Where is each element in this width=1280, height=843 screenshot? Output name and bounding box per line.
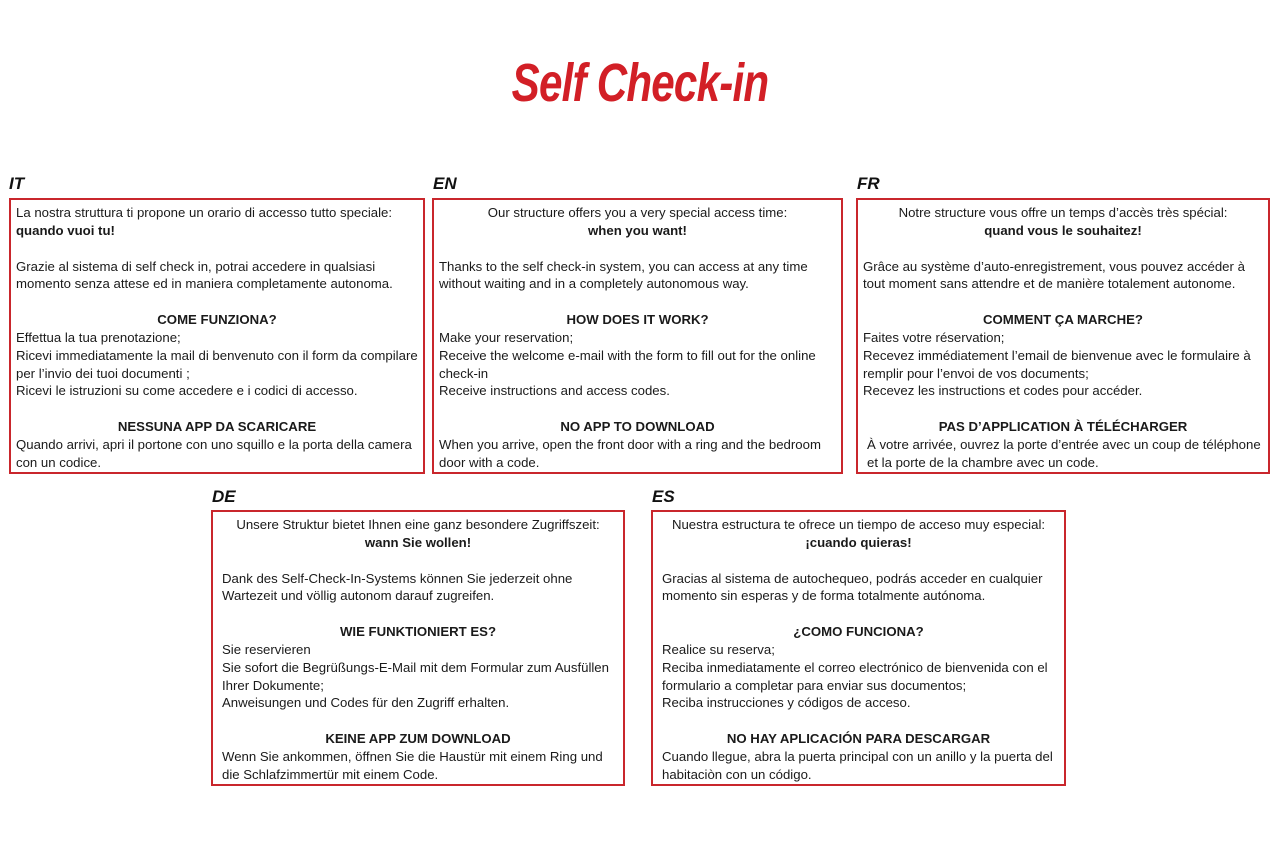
when-text: when you want! <box>588 222 687 238</box>
step-3: Recevez les instructions et codes pour accéder. <box>863 383 1143 399</box>
noapp-text: When you arrive, open the front door with a ring and the bedroom door with a code. <box>439 436 821 470</box>
step-1: Effettua la tua prenotazione; <box>16 329 181 345</box>
how-title: COMMENT ÇA MARCHE? <box>983 312 1143 328</box>
section-de <box>211 510 625 786</box>
noapp-text: Quando arrivi, apri il portone con uno squillo e la porta della camera con un codice. <box>16 436 412 470</box>
how-title: COME FUNZIONA? <box>157 312 277 328</box>
when-text: quand vous le souhaitez! <box>984 222 1142 238</box>
step-2: Receive the welcome e-mail with the form to fill out for the online check-in <box>439 347 816 381</box>
system-text: Dank des Self-Check-In-Systems können Sie jederzeit ohne Wartezeit und völlig autonom darauf zugreifen. <box>222 570 573 604</box>
how-title: ¿COMO FUNCIONA? <box>793 624 924 640</box>
when-text: wann Sie wollen! <box>364 534 472 550</box>
step-3: Anweisungen und Codes für den Zugriff erhalten. <box>222 695 510 711</box>
step-1: Sie reservieren <box>222 641 311 657</box>
step-2: Sie sofort die Begrüßungs-E-Mail mit dem Formular zum Ausfüllen Ihrer Dokumente; <box>222 659 609 693</box>
section-es <box>651 510 1066 786</box>
step-3: Reciba instrucciones y códigos de acceso. <box>662 695 911 711</box>
lang-label-es: ES <box>652 487 675 506</box>
when-text: quando vuoi tu! <box>16 222 115 238</box>
how-title: WIE FUNKTIONIERT ES? <box>339 624 497 640</box>
step-1: Realice su reserva; <box>662 641 775 657</box>
intro-text: Nuestra estructura te ofrece un tiempo de acceso muy especial: <box>671 517 1046 532</box>
intro-text: Our structure offers you a very special access time: <box>487 205 788 220</box>
noapp-title: NO HAY APLICACIÓN PARA DESCARGAR <box>726 731 991 747</box>
page-title: Self Check-in <box>511 53 769 113</box>
lang-label-fr: FR <box>857 174 880 193</box>
noapp-title: KEINE APP ZUM DOWNLOAD <box>325 731 511 747</box>
how-title: HOW DOES IT WORK? <box>566 312 709 328</box>
intro-text: La nostra struttura ti propone un orario di accesso tutto speciale: <box>16 205 393 220</box>
step-3: Receive instructions and access codes. <box>439 383 670 399</box>
system-text: Grâce au système d’auto-enregistrement, vous pouvez accéder à tout moment sans attendre et de manière totalement autonome. <box>863 258 1245 292</box>
step-1: Make your reservation; <box>439 329 574 345</box>
lang-label-it: IT <box>9 174 25 193</box>
when-text: ¡cuando quieras! <box>805 534 912 550</box>
intro-text: Unsere Struktur bietet Ihnen eine ganz besondere Zugriffszeit: <box>236 517 600 532</box>
noapp-text: Wenn Sie ankommen, öffnen Sie die Haustür mit einem Ring und die Schlafzimmertür mit einem Code. <box>222 748 603 782</box>
step-1: Faites votre réservation; <box>863 329 1005 345</box>
lang-label-en: EN <box>433 174 457 193</box>
noapp-title: NESSUNA APP DA SCARICARE <box>117 419 317 435</box>
section-fr <box>856 198 1270 474</box>
noapp-text: Cuando llegue, abra la puerta principal con un anillo y la puerta del habitaciòn con un código. <box>662 748 1053 782</box>
step-2: Recevez immédiatement l’email de bienvenue avec le formulaire à remplir pour l’envoi de vos documents; <box>863 347 1251 381</box>
noapp-text: À votre arrivée, ouvrez la porte d’entrée avec un coup de téléphone et la porte de la chambre avec un code. <box>867 436 1261 470</box>
lang-label-de: DE <box>212 487 236 506</box>
noapp-title: NO APP TO DOWNLOAD <box>560 419 715 435</box>
step-2: Reciba inmediatamente el correo electrónico de bienvenida con el formulario a completar para enviar sus documentos; <box>662 659 1048 693</box>
system-text: Gracias al sistema de autochequeo, podrás acceder en cualquier momento sin esperas y de forma totalmente autónoma. <box>662 570 1043 604</box>
system-text: Grazie al sistema di self check in, potrai accedere in qualsiasi momento senza attese ed in maniera completamente autonoma. <box>16 258 393 292</box>
section-it <box>9 198 425 474</box>
section-en <box>432 198 843 474</box>
intro-text: Notre structure vous offre un temps d’accès très spécial: <box>898 205 1228 220</box>
system-text: Thanks to the self check-in system, you can access at any time without waiting and in a completely autonomous way. <box>439 258 808 292</box>
step-3: Ricevi le istruzioni su come accedere e i codici di accesso. <box>16 383 358 399</box>
noapp-title: PAS D’APPLICATION À TÉLÉCHARGER <box>938 419 1188 435</box>
step-2: Ricevi immediatamente la mail di benvenuto con il form da compilare per l’invio dei tuoi documenti ; <box>16 347 418 381</box>
